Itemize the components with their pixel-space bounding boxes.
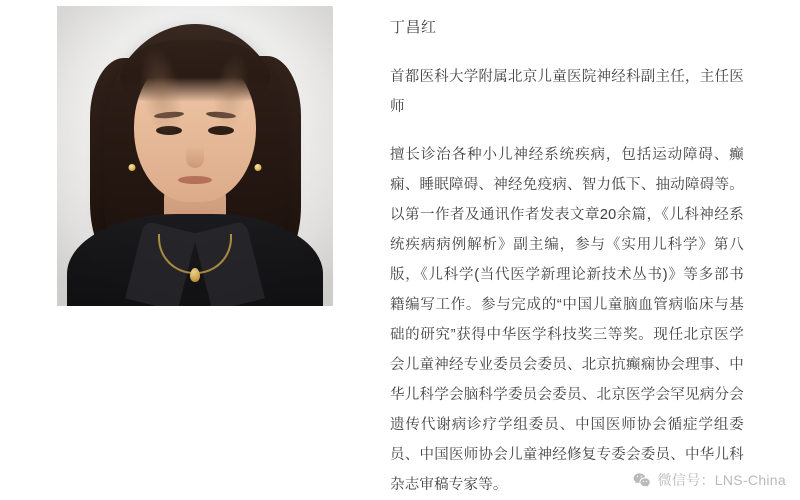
profile-text-column xyxy=(390,0,800,500)
portrait-column xyxy=(0,0,390,500)
watermark xyxy=(632,470,786,490)
wechat-icon xyxy=(632,471,651,490)
photo-vignette xyxy=(57,6,333,306)
doctor-portrait-photo xyxy=(57,6,333,306)
doctor-title: 首都医科大学附属北京儿童医院神经科副主任，主任医师 xyxy=(390,69,744,115)
doctor-name: 丁昌红 xyxy=(390,19,437,36)
doctor-bio: 擅长诊治各种小儿神经系统疾病，包括运动障碍、癫痫、睡眠障碍、神经免疫病、智力低下、抽动障碍等。以第一作者及通讯作者发表文章20余篇，《儿科神经系统疾病病例解析》副主编，参与《实用儿科学》第八版，《儿科学(当代医学新理论新技术丛书)》等多部书籍编写工作。参与完成的“中国儿童脑血管病临床与基础的研究”获得中华医学科技奖三等奖。现任北京医学会儿童神经专业委员会委员、北京抗癫痫协会理事、中华儿科学会脑科学委员会委员、北京医学会罕见病分会遗传代谢病诊疗学组委员、中国医师协会循症学组委员、中国医师协会儿童神经修复专委会委员、中华儿科杂志审稿专家等。 xyxy=(390,147,744,493)
watermark-text: 微信号：LNS-China xyxy=(657,472,786,488)
